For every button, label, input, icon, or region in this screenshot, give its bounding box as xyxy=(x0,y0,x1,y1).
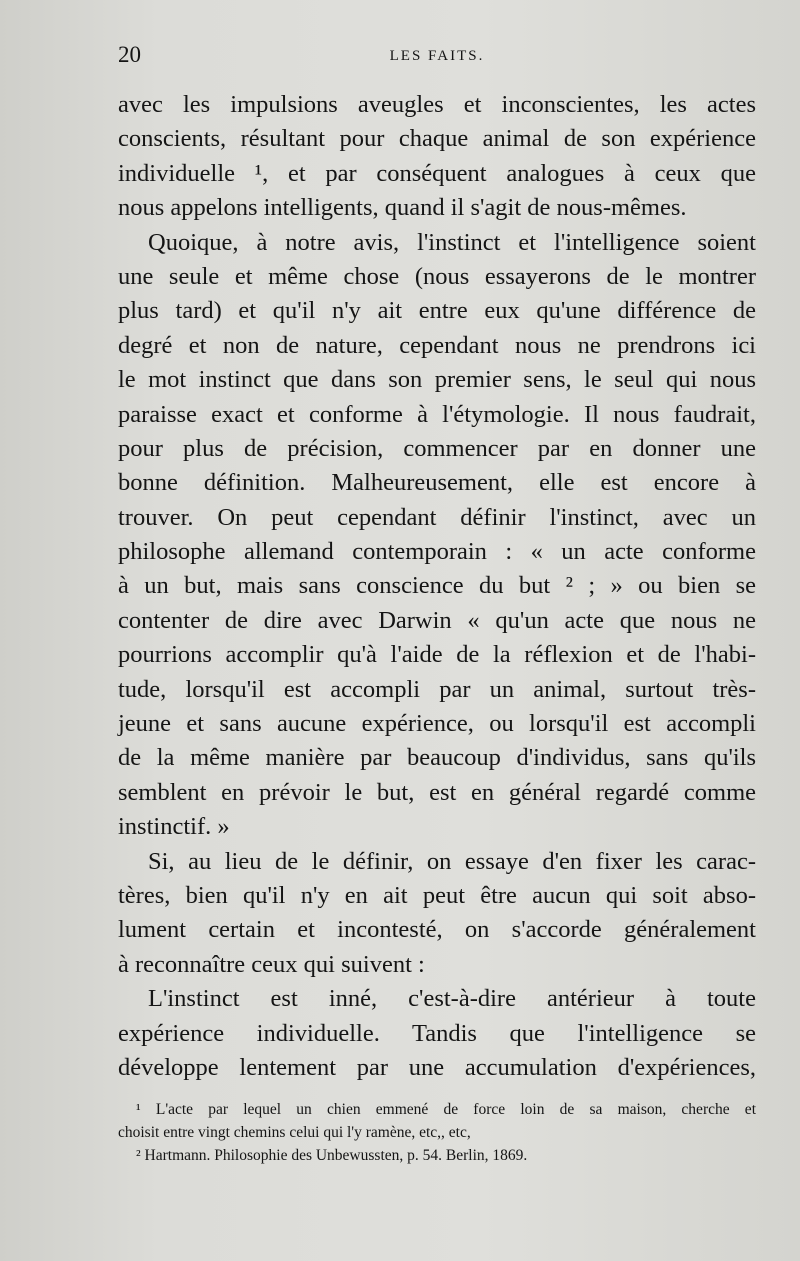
text-line: Quoique, à notre avis, l'instinct et l'intelligence soient xyxy=(148,228,756,256)
text-line: à reconnaître ceux qui suivent : xyxy=(118,950,425,978)
page-number: 20 xyxy=(118,42,141,67)
text-line: lument certain et incontesté, on s'accorde généralement xyxy=(118,916,756,944)
text-line: nous appelons intelligents, quand il s'agit de nous-mêmes. xyxy=(118,194,687,222)
footnote-line: ¹ L'acte par lequel un chien emmené de force loin de sa maison, cherche et xyxy=(136,1101,756,1118)
text-line: jeune et sans aucune expérience, ou lorsqu'il est accompli xyxy=(118,710,756,738)
text-line: trouver. On peut cependant définir l'instinct, avec un xyxy=(118,503,756,531)
text-line: le mot instinct que dans son premier sens, le seul qui nous xyxy=(118,366,756,394)
text-line: L'instinct est inné, c'est-à-dire antérieur à toute xyxy=(148,985,756,1013)
text-line: semblent en prévoir le but, est en général regardé comme xyxy=(118,778,756,806)
text-line: tères, bien qu'il n'y en ait peut être aucun qui soit abso- xyxy=(118,881,756,909)
text-line: bonne définition. Malheureusement, elle est encore à xyxy=(118,469,756,497)
page-header xyxy=(118,42,756,74)
text-line: degré et non de nature, cependant nous ne prendrons ici xyxy=(118,331,756,359)
text-line: contenter de dire avec Darwin « qu'un acte que nous ne xyxy=(118,606,756,634)
text-line: philosophe allemand contemporain : « un acte conforme xyxy=(118,538,756,566)
running-head: LES FAITS. xyxy=(389,48,485,64)
text-line: individuelle ¹, et par conséquent analogues à ceux que xyxy=(118,159,756,187)
footnote-line: ² Hartmann. Philosophie des Unbewussten, p. 54. Berlin, 1869. xyxy=(136,1147,528,1164)
text-line: expérience individuelle. Tandis que l'intelligence se xyxy=(118,1019,756,1047)
text-line: plus tard) et qu'il n'y ait entre eux qu'une différence de xyxy=(118,297,756,325)
text-line: avec les impulsions aveugles et inconscientes, les actes xyxy=(118,91,756,118)
footnote-line: choisit entre vingt chemins celui qui l'y ramène, etc,, etc, xyxy=(118,1124,471,1141)
text-line: pourrions accomplir qu'à l'aide de la réflexion et de l'habi- xyxy=(118,641,756,669)
text-line: pour plus de précision, commencer par en donner une xyxy=(118,434,756,462)
footnotes xyxy=(118,1098,756,1167)
text-line: développe lentement par une accumulation d'expériences, xyxy=(118,1053,756,1081)
text-line: à un but, mais sans conscience du but ² ; » ou bien se xyxy=(118,572,756,600)
text-line: instinctif. » xyxy=(118,813,230,841)
text-line: tude, lorsqu'il est accompli par un animal, surtout très- xyxy=(118,675,756,703)
text-line: paraisse exact et conforme à l'étymologie. Il nous faudrait, xyxy=(118,400,756,428)
text-line: de la même manière par beaucoup d'individus, sans qu'ils xyxy=(118,744,756,772)
body-text xyxy=(118,88,756,1085)
text-line: une seule et même chose (nous essayerons de le montrer xyxy=(118,262,756,290)
text-line: Si, au lieu de le définir, on essaye d'en fixer les carac- xyxy=(148,847,756,875)
text-line: conscients, résultant pour chaque animal de son expérience xyxy=(118,125,756,153)
